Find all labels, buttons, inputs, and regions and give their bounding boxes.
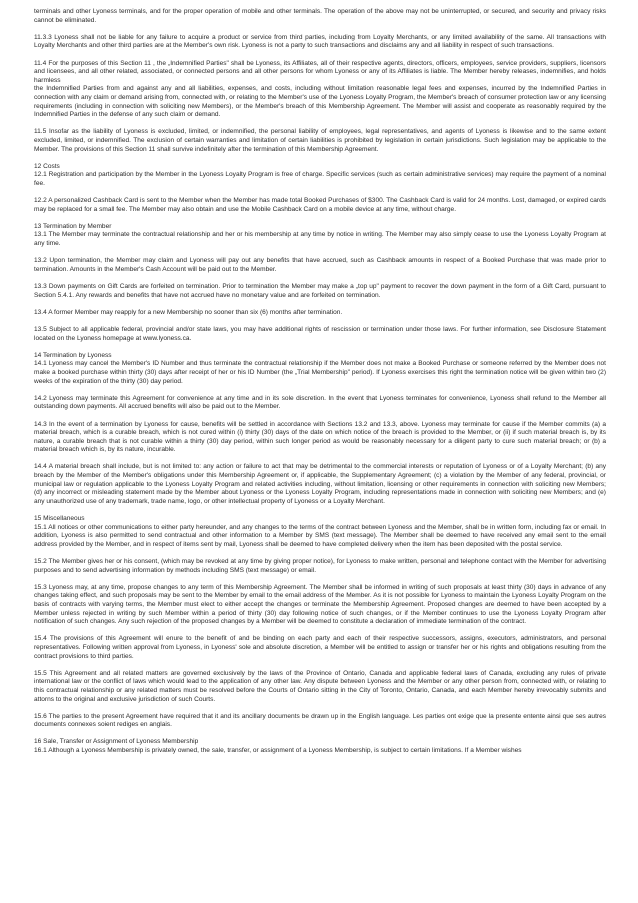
section-14-termination-by-lyoness: 14 Termination by Lyoness 14.1 Lyoness may cancel the Member's ID Number and thus terminate the contractual relationship if the Member does not make a Booked Purchase or someone referred by the Member does not make a booked purchase within thirty (30) days after receipt of her or his ID Number (the „Trial Membership" period). If Lyoness exercises this right the termination notice will be given within two (2) weeks of the expiration of the thirty (30) day period. bbox=[34, 351, 606, 385]
paragraph-13-3: 13.3 Down payments on Gift Cards are forfeited on termination. Prior to termination the Member may make a „top up" payment to recover the down payment in the form of a Gift Card, pursuant to Section 5.4.1. Any rewards and benefits that have not accrued have no monetary value and are forfeited on termination. bbox=[34, 283, 606, 299]
section-16-sale-transfer: 16 Sale, Transfer or Assignment of Lyoness Membership 16.1 Although a Lyoness Membership is privately owned, the sale, transfer, or assignment of a Lyoness Membership, is subject to certain limitations. If a Member wishes bbox=[34, 738, 522, 755]
paragraph-11-5: 11.5 Insofar as the liability of Lyoness is excluded, limited, or indemnified, the personal liability of employees, legal representatives, and agents of Lyoness is likewise and to the same extent excluded, limited, or indemnified. The exclusion of certain warranties and limitation of certain liabilities is prohibited by legislation in certain jurisdictions. Such legislation may be applicable to the Member. The provisions of this Section 11 shall survive indefinitely after the termination of this Membership Agreement. bbox=[34, 128, 606, 153]
paragraph-15-5: 15.5 This Agreement and all related matters are governed exclusively by the laws of the Province of Ontario, Canada and applicable federal laws of Canada, excluding any rules of private international law or the conflict of laws which would lead to the application of any other law. Any dispute between Lyoness and the Member or any other person from, connected with, or relating to this contractual relationship or any related matters must be resolved before the Courts of Ontario sitting in the City of Toronto, Ontario, Canada, and each Member hereby irrevocably submits and attorns to the original and exclusive jurisdiction of such Courts. bbox=[34, 669, 606, 703]
section-13-termination-by-member: 13 Termination by Member 13.1 The Member may terminate the contractual relationship and her or his membership at any time by notice in writing. The Member may also simply cease to use the Lyoness Loyalty Program at any time. bbox=[34, 222, 606, 248]
paragraph-terminals: terminals and other Lyoness terminals, and for the proper operation of mobile and other terminals. The operation of the above may not be uninterrupted, or secured, and security and privacy risks cannot be eliminated. bbox=[34, 8, 606, 24]
paragraph-14-4: 14.4 A material breach shall include, but is not limited to: any action or failure to act that may be detrimental to the commercial interests or reputation of Lyoness or of a Loyalty Merchant; (b) any breach by the Member of the Member's obligations under this Membership Agreement or, if applicable, the Supplementary Agreement; (c) a violation by the Member of any federal, provincial, or municipal law or regulation applicable to the Lyoness Loyalty Program and related activities including, without limitation, licensing or other requirements in connection with soliciting new Members; (d) any incorrect or misleading statement made by the Member about Lyoness or the Lyoness Loyalty Program, including representations made in connection with soliciting new Members; and (e) any unauthorized use of any trademark, trade name, logo, or other intellectual property of Lyoness or a Loyalty Merchant. bbox=[34, 463, 606, 505]
paragraph-14-3: 14.3 In the event of a termination by Lyoness for cause, benefits will be settled in accordance with Sections 13.2 and 13.3, above. Lyoness may terminate for cause if the Member commits (a) a material breach, which is a curable breach, which is not cured within (i) thirty (30) days of the date on which notice of the breach is provided to the Member, or (ii) if such material breach is, by its nature, a curable breach that is not curable within a thirty (30) day period, within such longer period as would be reasonably necessary for a diligent party to cure such material breach; or (b) a material breach which is, by its nature, incurable. bbox=[34, 420, 606, 454]
paragraph-11-3-3: 11.3.3 Lyoness shall not be liable for any failure to acquire a product or service from third parties, including from Loyalty Merchants, or any limited availability of the same. All transactions with Loyalty Merchants and other third parties are at the Member's own risk. Lyoness is not a party to such transactions and disclaims any and all liability in respect of such transactions. bbox=[34, 33, 606, 50]
paragraph-12-2: 12.2 A personalized Cashback Card is sent to the Member when the Member has made total Booked Purchases of $300. The Cashback Card is valid for 24 months. Lost, damaged, or expired cards may be replaced for a small fee. The Member may also obtain and use the Mobile Cashback Card on a mobile device at any time, without charge. bbox=[34, 197, 606, 213]
paragraph-15-4: 15.4 The provisions of this Agreement will enure to the benefit of and be binding on each party and each of their respective successors, assigns, executors, administrators, and personal representatives. Following written approval from Lyoness, in Lyoness' sole and absolute discretion, a Member will be entitled to assign or transfer her or his rights and obligations resulting from the contract provisions to third parties. bbox=[34, 635, 606, 660]
paragraph-14-2: 14.2 Lyoness may terminate this Agreement for convenience at any time and in its sole discretion. In the event that Lyoness terminates for convenience, Lyoness shall refund to the Member all outstanding down payments. All accrued benefits will also be paid out to the Member. bbox=[34, 394, 606, 411]
paragraph-15-3: 15.3 Lyoness may, at any time, propose changes to any term of this Membership Agreement. The Member shall be informed in writing of such proposals at least thirty (30) days in advance of any changes taking effect, and such proposals may be sent to the Member by email to the email address of the Member. As it is not possible for Lyoness to maintain the Lyoness Loyalty Program on the basis of contracts with varying terms, the Member must elect to either accept the changes or terminate the Membership Agreement. Proposed changes are deemed to have been accepted by a Member unless rejected in writing by such Member within a period of thirty (30) day following notice of such changes, or if the Member continues to use the Lyoness Loyalty Program after notification of such changes. Any such rejection of the proposed changes by a Member will be deemed to constitute a declaration of immediate termination of the contract. bbox=[34, 583, 606, 626]
paragraph-15-2: 15.2 The Member gives her or his consent, (which may be revoked at any time by giving proper notice), for Lyoness to make written, personal and telephone contact with the Member for advertising purposes and to send advertising information by methods including SMS (text message) or email. bbox=[34, 558, 606, 574]
paragraph-13-2: 13.2 Upon termination, the Member may claim and Lyoness will pay out any benefits that have accrued, such as Cashback amounts in respect of a Booked Purchase that was made prior to termination. Amounts in the Member's Cash Account will be paid out to the Member. bbox=[34, 257, 606, 273]
paragraph-11-4: 11.4 For the purposes of this Section 11 , the „Indemnified Parties" shall be Lyoness, its Affiliates, all of their respective agents, directors, officers, employees, service providers, suppliers, licensors and licensees, and all other related, associated, or connected persons and all other persons for whom Lyoness or any of its Affiliates is liable. The Member hereby releases, indemnifies, and holds harmless the Indemnified Parties from and against any and all liabilities, expenses, and costs, including without limitation reasonable legal fees and expenses, incurred by the Indemnified Parties in connection with any claim or demand arising from, connected with, or relating to the Member's use of the Lyoness Loyalty Program, the Member's breach of consumer protection law or any licensing requirements (including in connection with soliciting new Members), or the Member's breach of this Membership Agreement. The Member will assist and cooperate as reasonably required by the Indemnified Parties in the defense of any such claim or demand. bbox=[34, 59, 606, 119]
paragraph-13-4: 13.4 A former Member may reapply for a new Membership no sooner than six (6) months after termination. bbox=[34, 308, 343, 316]
section-15-miscellaneous: 15 Miscellaneous 15.1 All notices or other communications to either party hereunder, and any changes to the terms of the contract between Lyoness and the Member, shall be in written form, including fax or email. In addition, Lyoness is also permitted to send contractual and other information to a Member by SMS (text message). The Member shall be deemed to have received any email sent to the email address provided by the Member, and in respect of items sent by mail, Lyoness shall be deemed to have completed delivery when the item has been deposited with the postal service. bbox=[34, 515, 606, 548]
paragraph-13-5: 13.5 Subject to all applicable federal, provincial and/or state laws, you may have additional rights of rescission or termination under those laws. For further information, see Disclosure Statement located on the Lyoness homepage at www.lyoness.ca. bbox=[34, 325, 606, 342]
paragraph-15-6: 15.6 The parties to the present Agreement have required that it and its ancillary documents be drawn up in the English language. Les parties ont exige que la presente entente ainsi que ses autres documents connexes soient rediges en anglais. bbox=[34, 712, 606, 729]
section-12-costs: 12 Costs 12.1 Registration and participation by the Member in the Lyoness Loyalty Program is free of charge. Specific services (such as certain administrative services) may require the payment of a nominal fee. bbox=[34, 162, 606, 187]
